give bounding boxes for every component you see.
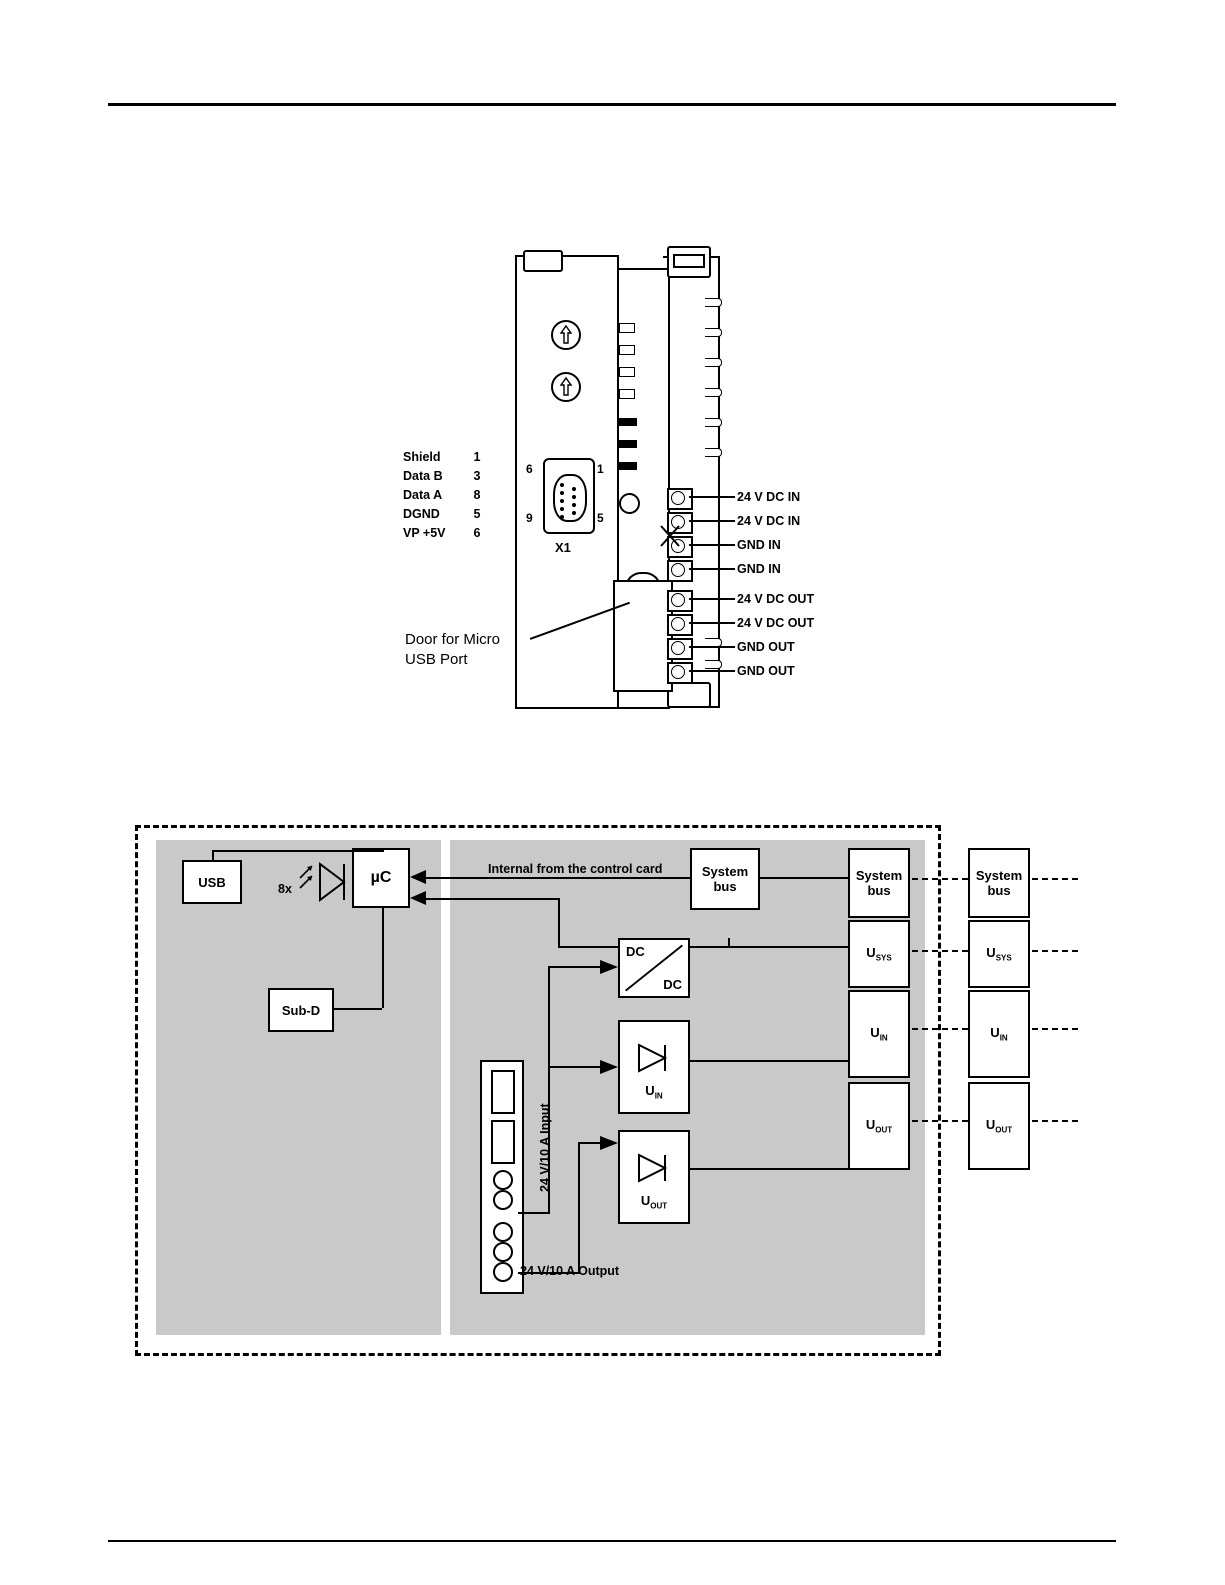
wire-output-to-uout xyxy=(578,1142,600,1144)
bus-col-label-1: System xyxy=(855,868,903,883)
arrow-right-icon xyxy=(598,1135,618,1151)
status-led-active xyxy=(617,462,637,470)
block-dcdc-converter xyxy=(618,938,690,998)
block-region-left xyxy=(156,840,441,1335)
terminal-label: 24 V DC OUT xyxy=(737,616,815,630)
connector-number-bottom-right: 5 xyxy=(597,511,604,525)
wire-bus-to-mcu xyxy=(426,877,690,879)
bus-col-label-2: bus xyxy=(867,883,891,898)
neighbor-col-label-1: System xyxy=(975,868,1023,883)
connector-label-x1: X1 xyxy=(555,540,571,555)
pin-number: 3 xyxy=(473,469,481,483)
status-led-active xyxy=(617,418,637,426)
dcdc-label-top: DC xyxy=(626,944,645,959)
arrow-up-icon xyxy=(557,324,575,346)
neighbor-col-label: $U_{OUT}$ xyxy=(985,1117,1013,1135)
terminal-24vdc-out-1[interactable] xyxy=(667,590,707,612)
terminal-gnd-out-1[interactable] xyxy=(667,638,707,660)
wire-input-to-uin xyxy=(548,1066,600,1068)
neighbor-col-label: $U_{IN}$ xyxy=(990,1025,1008,1043)
arrow-left-icon xyxy=(410,890,428,906)
module-side-tab xyxy=(705,298,722,307)
terminal-label: GND OUT xyxy=(737,664,795,678)
pin-assignment-list xyxy=(403,448,489,543)
pin-row xyxy=(403,467,489,486)
terminal-24vdc-out-2[interactable] xyxy=(667,614,707,636)
wire-usb-to-mcu xyxy=(212,850,384,852)
pin-name: Data A xyxy=(403,488,443,502)
opto-count-label: 8x xyxy=(278,882,292,896)
page-footer-rule xyxy=(108,1540,1116,1542)
module-side-tab xyxy=(705,358,722,367)
strip-terminal xyxy=(493,1262,513,1282)
status-led xyxy=(619,323,635,333)
usb-door-callout xyxy=(405,630,535,670)
terminal-gnd-out-2[interactable] xyxy=(667,662,707,684)
subd-connector-x1[interactable] xyxy=(543,458,595,534)
wire-mcu-down xyxy=(382,908,384,1008)
pin-row xyxy=(403,448,489,467)
dashed-link-continue-system-bus xyxy=(1032,878,1078,880)
bus-col-label: $U_{IN}$ xyxy=(870,1025,888,1043)
arrow-left-icon xyxy=(410,869,428,885)
wire-power-feedback-v xyxy=(558,898,560,948)
terminal-label: 24 V DC IN xyxy=(737,514,801,528)
dashed-link-usys xyxy=(912,950,968,952)
connector-number-top-left: 6 xyxy=(526,462,533,476)
module-side-tab xyxy=(705,328,722,337)
module-side-tab xyxy=(705,388,722,397)
pin-name: Data B xyxy=(403,469,443,483)
reset-button[interactable] xyxy=(619,493,640,514)
block-microcontroller: µC xyxy=(352,848,410,908)
figure-block-diagram xyxy=(130,820,1090,1360)
wire-input-from-strip xyxy=(518,1212,550,1214)
strip-slot xyxy=(491,1120,515,1164)
strip-slot xyxy=(491,1070,515,1114)
neighbor-column-uin xyxy=(968,990,1030,1078)
pin-name: DGND xyxy=(403,507,440,521)
terminal-24vdc-in-1[interactable] xyxy=(667,488,707,510)
terminal-label: GND OUT xyxy=(737,640,795,654)
input-rating-label: 24 V/10 A Input xyxy=(538,1103,552,1192)
micro-usb-door[interactable] xyxy=(613,580,673,692)
bus-column-uout xyxy=(848,1082,910,1170)
pin-row xyxy=(403,505,489,524)
wire-power-to-mcu xyxy=(426,898,560,900)
pin-name: Shield xyxy=(403,450,441,464)
dashed-link-uout xyxy=(912,1120,968,1122)
figure-module-front-view xyxy=(395,240,815,710)
arrow-up-button-1[interactable] xyxy=(551,320,581,350)
system-bus-line1: System xyxy=(701,864,749,879)
arrow-up-button-2[interactable] xyxy=(551,372,581,402)
bus-column-system-bus xyxy=(848,848,910,918)
pin-number: 8 xyxy=(473,488,481,502)
pin-row xyxy=(403,524,489,543)
wire-usb-up xyxy=(212,850,214,862)
strip-terminal xyxy=(493,1222,513,1242)
output-rating-label: 24 V/10 A Output xyxy=(520,1264,620,1278)
status-led xyxy=(619,345,635,355)
usb-door-callout-line2: USB Port xyxy=(405,651,468,668)
terminal-gnd-in-2[interactable] xyxy=(667,560,707,582)
subd-shell xyxy=(553,474,587,522)
wire-systembus-to-column xyxy=(760,877,850,879)
terminal-label: 24 V DC IN xyxy=(737,490,801,504)
connector-number-bottom-left: 9 xyxy=(526,511,533,525)
block-system-bus-internal xyxy=(690,848,760,910)
optocoupler-icon xyxy=(298,856,352,908)
dashed-link-continue-uout xyxy=(1032,1120,1078,1122)
dashed-link-system-bus xyxy=(912,878,968,880)
wire-dcdc-to-usys xyxy=(690,946,850,948)
neighbor-col-label-2: bus xyxy=(987,883,1011,898)
dcdc-label-bottom: DC xyxy=(663,977,682,992)
module-top-left-clip xyxy=(523,250,563,272)
wire-input-to-dcdc xyxy=(548,966,600,968)
block-u-out xyxy=(618,1130,690,1224)
strip-terminal xyxy=(493,1190,513,1210)
pin-number: 1 xyxy=(473,450,481,464)
status-led xyxy=(619,367,635,377)
arrow-up-icon xyxy=(557,376,575,398)
strip-terminal xyxy=(493,1170,513,1190)
arrow-right-icon xyxy=(598,1059,618,1075)
wire-subd-to-mcu xyxy=(334,1008,382,1010)
strip-terminal xyxy=(493,1242,513,1262)
status-led xyxy=(619,389,635,399)
connector-number-top-right: 1 xyxy=(597,462,604,476)
module-top-right-clip-inner xyxy=(673,254,705,268)
terminal-label: 24 V DC OUT xyxy=(737,592,815,606)
arrow-right-icon xyxy=(598,959,618,975)
wire-uin-to-bus xyxy=(690,1060,850,1062)
block-terminal-strip[interactable] xyxy=(480,1060,524,1294)
pin-row xyxy=(403,486,489,505)
pin-number: 5 xyxy=(473,507,481,521)
block-usb: USB xyxy=(182,860,242,904)
wire-output-riser xyxy=(578,1142,580,1274)
bus-col-label: $U_{SYS}$ xyxy=(866,945,892,963)
bus-col-label: $U_{OUT}$ xyxy=(865,1117,893,1135)
bus-column-usys xyxy=(848,920,910,988)
usb-door-callout-line1: Door for Micro xyxy=(405,631,501,648)
diode-icon xyxy=(629,1037,679,1081)
module-bottom-right-clip xyxy=(667,682,711,708)
pin-name: VP +5V xyxy=(403,526,446,540)
terminal-label: GND IN xyxy=(737,562,781,576)
pin-number: 6 xyxy=(473,526,481,540)
dashed-link-continue-usys xyxy=(1032,950,1078,952)
u-out-label: $U_{OUT}$ xyxy=(640,1193,668,1211)
bus-column-uin xyxy=(848,990,910,1078)
dashed-link-uin xyxy=(912,1028,968,1030)
internal-bus-label: Internal from the control card xyxy=(488,862,663,876)
status-led-active xyxy=(617,440,637,448)
page-header-rule xyxy=(108,103,1116,106)
neighbor-column-system-bus xyxy=(968,848,1030,918)
u-in-label: $U_{IN}$ xyxy=(645,1083,663,1101)
neighbor-column-uout xyxy=(968,1082,1030,1170)
terminal-cross-marker xyxy=(659,524,681,550)
neighbor-col-label: $U_{SYS}$ xyxy=(986,945,1012,963)
block-u-in xyxy=(618,1020,690,1114)
diode-icon xyxy=(629,1147,679,1191)
module-side-tab xyxy=(705,660,722,669)
dashed-link-continue-uin xyxy=(1032,1028,1078,1030)
module-side-tab xyxy=(705,448,722,457)
block-subd: Sub-D xyxy=(268,988,334,1032)
neighbor-column-usys xyxy=(968,920,1030,988)
module-side-tab xyxy=(705,418,722,427)
system-bus-line2: bus xyxy=(713,879,737,894)
terminal-label: GND IN xyxy=(737,538,781,552)
wire-uout-to-bus xyxy=(690,1168,850,1170)
